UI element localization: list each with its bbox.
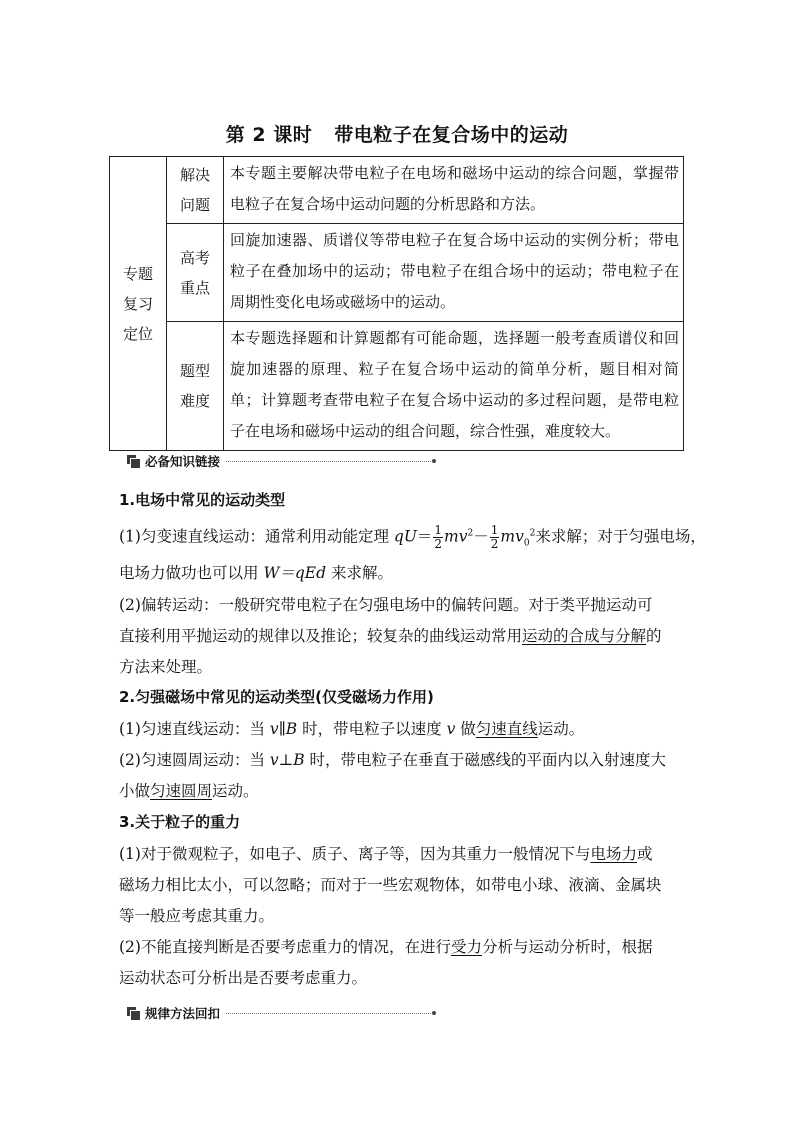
paragraph-line: (1)匀变速直线运动：通常利用动能定理 qU＝ $\frac{1}{2}$ $mv^2-$ $\frac{1}{2}$ $mv_0^2$来求解；对于匀强电场，: [119, 523, 706, 551]
paragraph-line: 运动状态可分析出是否要考虑重力。: [119, 969, 368, 987]
table-row: [110, 322, 684, 451]
row-content-cell: 回旋加速器、质谱仪等带电粒子在复合场中运动的实例分析；带电粒子在叠加场中的运动；带电粒子在组合场中的运动；带电粒子在周期性变化电场或磁场中的运动。: [224, 224, 684, 322]
table-row: [110, 157, 684, 224]
heading-magnetic-field: 2.匀强磁场中常见的运动类型(仅受磁场力作用): [119, 688, 434, 706]
paragraph-line: (1)对于微观粒子，如电子、质子、离子等，因为其重力一般情况下与电场力或: [119, 845, 653, 863]
row-key-cell: 高考 重点: [167, 224, 224, 322]
heading-electric-field: 1.电场中常见的运动类型: [119, 491, 286, 509]
paragraph-line: 电场力做功也可以用 W＝qEd 来求解。: [119, 564, 393, 582]
paragraph-line: 等一般应考虑其重力。: [119, 907, 275, 925]
paragraph-line: (2)匀速圆周运动：当 v⊥B 时，带电粒子在垂直于磁感线的平面内以入射速度大: [119, 751, 667, 769]
fraction-half: $\frac{1}{2}$: [434, 523, 443, 551]
heading-gravity: 3.关于粒子的重力: [119, 813, 241, 831]
table-row: [110, 224, 684, 322]
rule-end-dot: [432, 1011, 436, 1015]
section-header-knowledge: 必备知识链接: [127, 453, 436, 469]
section-squares-icon: [127, 455, 139, 467]
section-header-methods: 规律方法回扣: [127, 1005, 436, 1021]
paragraph-line: 直接利用平抛运动的规律以及推论；较复杂的曲线运动常用运动的合成与分解的: [119, 627, 662, 645]
lesson-topic: 带电粒子在复合场中的运动: [334, 124, 569, 146]
table-label-cell: 专题 复习 定位: [110, 157, 167, 451]
fraction-half: $\frac{1}{2}$: [490, 523, 499, 551]
paragraph-line: (2)不能直接判断是否要考虑重力的情况，在进行受力分析与运动分析时，根据: [119, 938, 653, 956]
row-key-cell: 题型 难度: [167, 322, 224, 451]
topic-position-table: [109, 156, 684, 451]
dotted-rule: [226, 1013, 431, 1014]
row-content-cell: 本专题主要解决带电粒子在电场和磁场中运动的综合问题，掌握带电粒子在复合场中运动问题的分析思路和方法。: [224, 157, 684, 224]
paragraph-line: 方法来处理。: [119, 658, 213, 676]
paragraph-line: 磁场力相比太小，可以忽略；而对于一些宏观物体，如带电小球、液滴、金属块: [119, 876, 662, 894]
section-squares-icon: [127, 1007, 139, 1019]
row-content-cell: 本专题选择题和计算题都有可能命题，选择题一般考查质谱仪和回旋加速器的原理、粒子在复合场中运动的简单分析，题目相对简单；计算题考查带电粒子在复合场中运动的多过程问题，是带电粒子在电场和磁场中运动的组合问题，综合性强，难度较大。: [224, 322, 684, 451]
page-title: [0, 120, 794, 147]
row-key-cell: 解决 问题: [167, 157, 224, 224]
paragraph-line: 小做匀速圆周运动。: [119, 782, 259, 800]
lesson-number: 第 2 课时: [225, 124, 313, 146]
paragraph-line: (2)偏转运动：一般研究带电粒子在匀强电场中的偏转问题。对于类平抛运动可: [119, 596, 653, 614]
rule-end-dot: [432, 459, 436, 463]
paragraph-line: (1)匀速直线运动：当 v∥B 时，带电粒子以速度 v 做匀速直线运动。: [119, 720, 585, 738]
dotted-rule: [226, 461, 431, 462]
